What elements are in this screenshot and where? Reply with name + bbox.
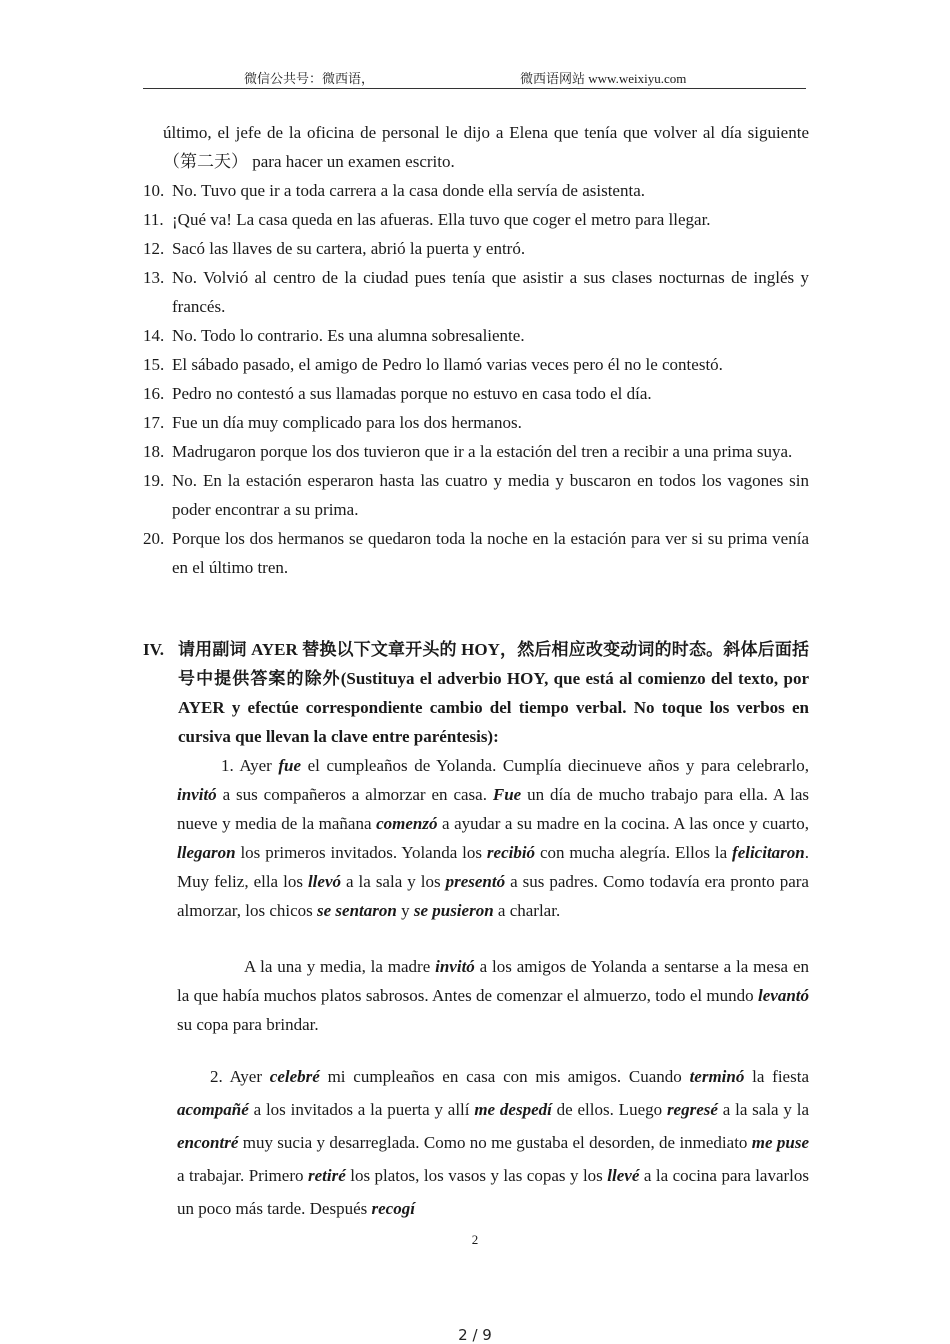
verb-highlight: invitó	[177, 785, 217, 804]
answer-item	[143, 263, 809, 321]
section-number: IV.	[143, 640, 164, 659]
answer-text: Sacó las llaves de su cartera, abrió la puerta y entró.	[172, 239, 526, 258]
answer-item	[143, 437, 809, 466]
answer-text: Fue un día muy complicado para los dos hermanos.	[172, 413, 522, 432]
verb-highlight: recogí	[371, 1199, 415, 1218]
answer-number: 17.	[143, 413, 165, 432]
verb-highlight: terminó	[689, 1067, 745, 1086]
verb-highlight: fue	[278, 756, 302, 775]
header-website-text: 微西语网站 www.weixiyu.com	[520, 71, 687, 86]
verb-highlight: acompañé	[177, 1100, 249, 1119]
answer-number: 11.	[143, 210, 164, 229]
answer-text: No. Todo lo contrario. Es una alumna sobresaliente.	[172, 326, 525, 345]
verb-highlight: se sentaron	[317, 901, 397, 920]
answer-item	[143, 176, 809, 205]
answer-item	[143, 466, 809, 524]
verb-highlight: llevé	[607, 1166, 640, 1185]
verb-highlight: se pusieron	[413, 901, 494, 920]
verb-highlight: comenzó	[376, 814, 438, 833]
section-instruction: 请用副词 AYER 替换以下文章开头的 HOY，然后相应改变动词的时态。斜体后面括号中提供答案的除外(Sustituya el adverbio HOY, que está al comienzo del texto, por AYER y efectúe correspondiente cambio del tiempo verbal. No toque los verbos en cursiva que llevan la clave entre paréntesis):	[178, 640, 809, 746]
answer-number: 14.	[143, 326, 165, 345]
answer-text: No. Tuvo que ir a toda carrera a la casa donde ella servía de asistenta.	[172, 181, 645, 200]
verb-highlight: celebré	[269, 1067, 320, 1086]
page-number: 2	[471, 1232, 479, 1247]
answer-number: 18.	[143, 442, 165, 461]
verb-highlight: presentó	[445, 872, 506, 891]
verb-highlight: llegaron	[177, 843, 236, 862]
continuation-paragraph: último, el jefe de la oficina de personal le dijo a Elena que tenía que volver al día siguiente（第二天） para hacer un examen escrito.	[163, 123, 809, 171]
answer-text: Pedro no contestó a sus llamadas porque no estuvo en casa todo el día.	[172, 384, 652, 403]
verb-highlight: retiré	[307, 1166, 346, 1185]
answer-item	[143, 408, 809, 437]
answer-number: 19.	[143, 471, 165, 490]
answer-list	[143, 176, 809, 582]
answer-number: 16.	[143, 384, 165, 403]
answer-number: 20.	[143, 529, 165, 548]
answer-item	[143, 234, 809, 263]
verb-highlight: me puse	[751, 1133, 810, 1152]
header-wechat-text: 微信公共号：微西语，	[244, 71, 375, 86]
answer-item	[143, 379, 809, 408]
exercise-1-paragraph: 1. Ayer fue el cumpleaños de Yolanda. Cumplía diecinueve años y para celebrarlo, invitó a sus compañeros a almorzar en casa. Fue un día de mucho trabajo para ella. A las nueve y media de la mañana comenzó a ayudar a su madre en la cocina. A las once y cuarto, llegaron los primeros invitados. Yolanda los recibió con mucha alegría. Ellos la felicitaron. Muy feliz, ella los llevó a la sala y los presentó a sus padres. Como todavía era pronto para almorzar, los chicos se sentaron y se pusieron a charlar.	[177, 756, 809, 920]
answer-item	[143, 350, 809, 379]
page-header	[143, 66, 806, 89]
verb-highlight: Fue	[492, 785, 522, 804]
answer-text: No. En la estación esperaron hasta las cuatro y media y buscaron en todos los vagones sin poder encontrar a su prima.	[172, 471, 809, 519]
verb-highlight: encontré	[177, 1133, 239, 1152]
answer-item	[143, 205, 809, 234]
verb-highlight: recibió	[486, 843, 536, 862]
page-indicator: 2 / 9	[458, 1326, 492, 1344]
exercise-2-paragraph: 2. Ayer celebré mi cumpleaños en casa con mis amigos. Cuando terminó la fiesta acompañé a los invitados a la puerta y allí me despedí de ellos. Luego regresé a la sala y la encontré muy sucia y desarreglada. Como no me gustaba el desorden, de inmediato me puse a trabajar. Primero retiré los platos, los vasos y las copas y los llevé a la cocina para lavarlos un poco más tarde. Después recogí	[177, 1067, 810, 1218]
answer-number: 10.	[143, 181, 165, 200]
verb-highlight: llevó	[307, 872, 341, 891]
verb-highlight: invitó	[435, 957, 475, 976]
verb-highlight: levantó	[758, 986, 809, 1005]
verb-highlight: me despedí	[474, 1100, 552, 1119]
answer-text: Porque los dos hermanos se quedaron toda la noche en la estación para ver si su prima venía en el último tren.	[172, 529, 809, 577]
answer-item	[143, 524, 809, 582]
answer-text: ¡Qué va! La casa queda en las afueras. Ella tuvo que coger el metro para llegar.	[172, 210, 711, 229]
verb-highlight: regresé	[666, 1100, 718, 1119]
answer-number: 13.	[143, 268, 165, 287]
answer-text: El sábado pasado, el amigo de Pedro lo llamó varias veces pero él no le contestó.	[172, 355, 723, 374]
exercise-1-continuation: A la una y media, la madre invitó a los amigos de Yolanda a sentarse a la mesa en la que había muchos platos sabrosos. Antes de comenzar el almuerzo, todo el mundo levantó su copa para brindar.	[177, 957, 809, 1034]
answer-text: Madrugaron porque los dos tuvieron que ir a la estación del tren a recibir a una prima suya.	[172, 442, 793, 461]
answer-item	[143, 321, 809, 350]
answer-text: No. Volvió al centro de la ciudad pues tenía que asistir a sus clases nocturnas de inglés y francés.	[172, 268, 809, 316]
section-iv-heading	[143, 635, 809, 751]
verb-highlight: felicitaron	[732, 843, 805, 862]
answer-number: 12.	[143, 239, 165, 258]
answer-number: 15.	[143, 355, 165, 374]
